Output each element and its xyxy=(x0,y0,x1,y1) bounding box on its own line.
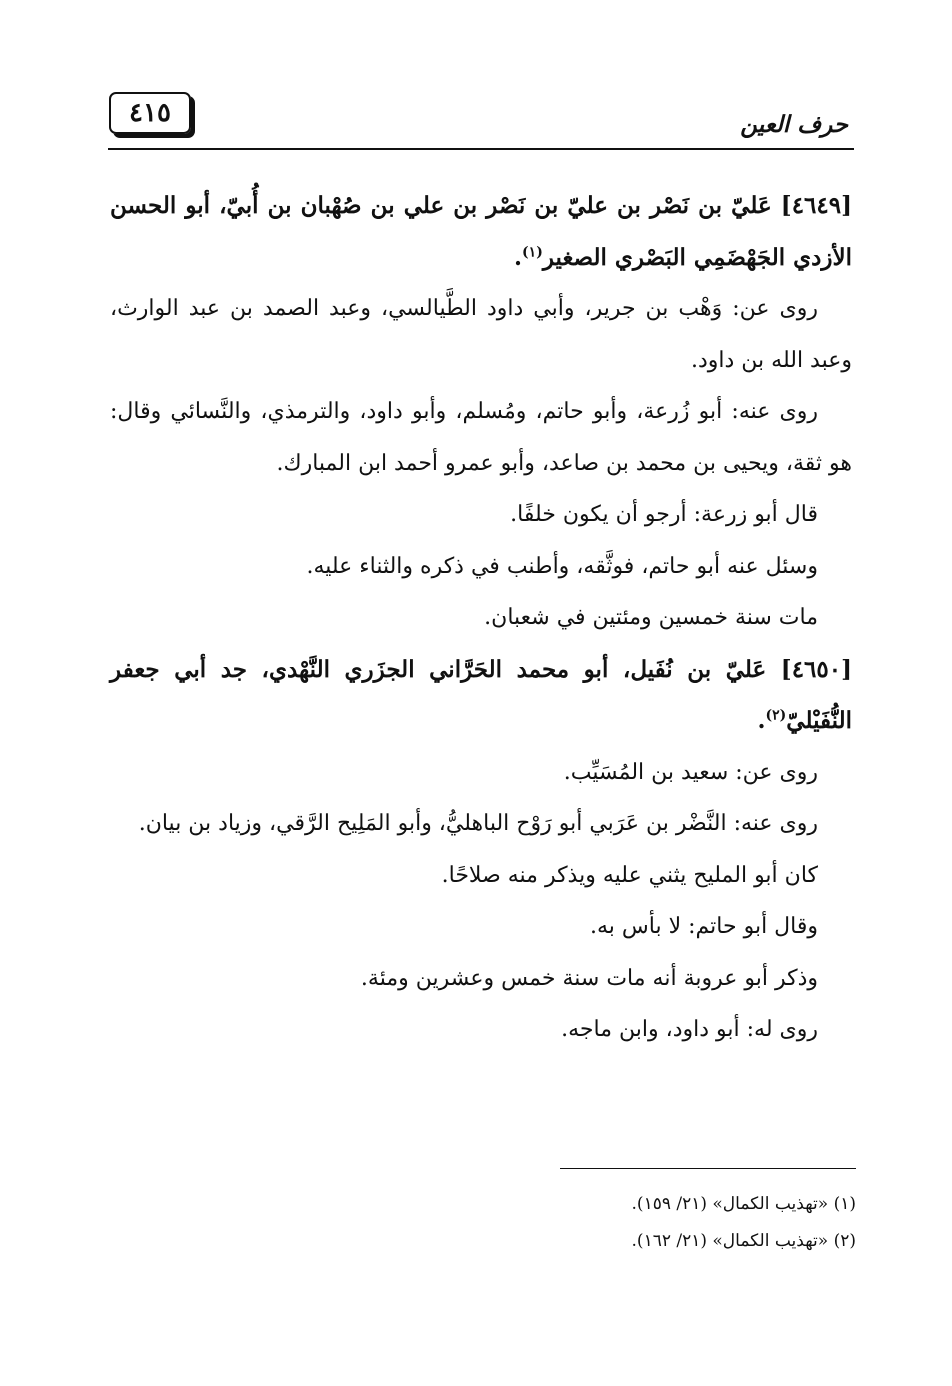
entry-heading-text: عَليّ بن نُفَيل، أبو محمد الحَرَّاني الجزَري النَّهْدي، جد أبي جعفر النُّفَيْليّ xyxy=(110,655,852,734)
footnote-ref[interactable]: (١) xyxy=(522,243,543,260)
paragraph: قال أبو زرعة: أرجو أن يكون خلفًا. xyxy=(510,502,818,527)
header-divider xyxy=(108,148,854,150)
heading-end: . xyxy=(757,707,766,734)
paragraph: روى عنه: أبو زُرعة، وأبو حاتم، ومُسلم، وأبو داود، والترمذي، والنَّسائي وقال: هو ثقة، ويحيى بن محمد بن صاعد، وأبو عمرو أحمد ابن المبارك. xyxy=(110,399,852,476)
entry-number: [٤٦٥٠] xyxy=(780,655,852,683)
paragraph: روى عن: سعيد بن المُسَيِّب. xyxy=(563,759,818,785)
entry-heading-text: عَليّ بن نَصْر بن عليّ بن نَصْر بن علي بن صُهْبان بن أُبيّ، أبو الحسن الأزدي الجَهْضَمِي البَصْري الصغير xyxy=(110,192,852,271)
heading-end: . xyxy=(514,243,523,271)
footnotes xyxy=(156,1186,856,1260)
text-body xyxy=(110,180,852,1056)
running-head: حرف العين xyxy=(740,112,848,138)
paragraph: مات سنة خمسين ومئتين في شعبان. xyxy=(484,605,818,630)
paragraph: وقال أبو حاتم: لا بأس به. xyxy=(589,914,818,939)
entry-heading-4650 xyxy=(110,644,852,747)
page-number: ٤١٥ xyxy=(129,98,171,128)
footnote-2: (٢) «تهذيب الكمال» (٢١/ ١٦٢). xyxy=(631,1231,856,1251)
paragraph: وسئل عنه أبو حاتم، فوثَّقه، وأطنب في ذكره والثناء عليه. xyxy=(306,553,818,579)
paragraph: روى عنه: النَّضْر بن عَرَبي أبو رَوْح الباهليُّ، وأبو المَلِيح الرَّقي، وزياد بن بيان. xyxy=(138,811,818,836)
entry-heading-4649 xyxy=(110,180,852,283)
paragraph: وذكر أبو عروبة أنه مات سنة خمس وعشرين ومئة. xyxy=(360,965,818,991)
footnote-divider xyxy=(560,1168,856,1169)
entry-number: [٤٦٤٩] xyxy=(780,192,852,219)
page-number-box xyxy=(109,92,191,134)
footnote-ref[interactable]: (٢) xyxy=(765,707,787,724)
footnote-1: (١) «تهذيب الكمال» (٢١/ ١٥٩). xyxy=(631,1194,856,1214)
paragraph: روى له: أبو داود، وابن ماجه. xyxy=(561,1017,818,1042)
paragraph: كان أبو المليح يثني عليه ويذكر منه صلاحًا. xyxy=(441,862,818,888)
paragraph: روى عن: وَهْب بن جرير، وأبي داود الطَّيالسي، وعبد الصمد بن عبد الوارث، وعبد الله بن داود. xyxy=(110,296,852,373)
